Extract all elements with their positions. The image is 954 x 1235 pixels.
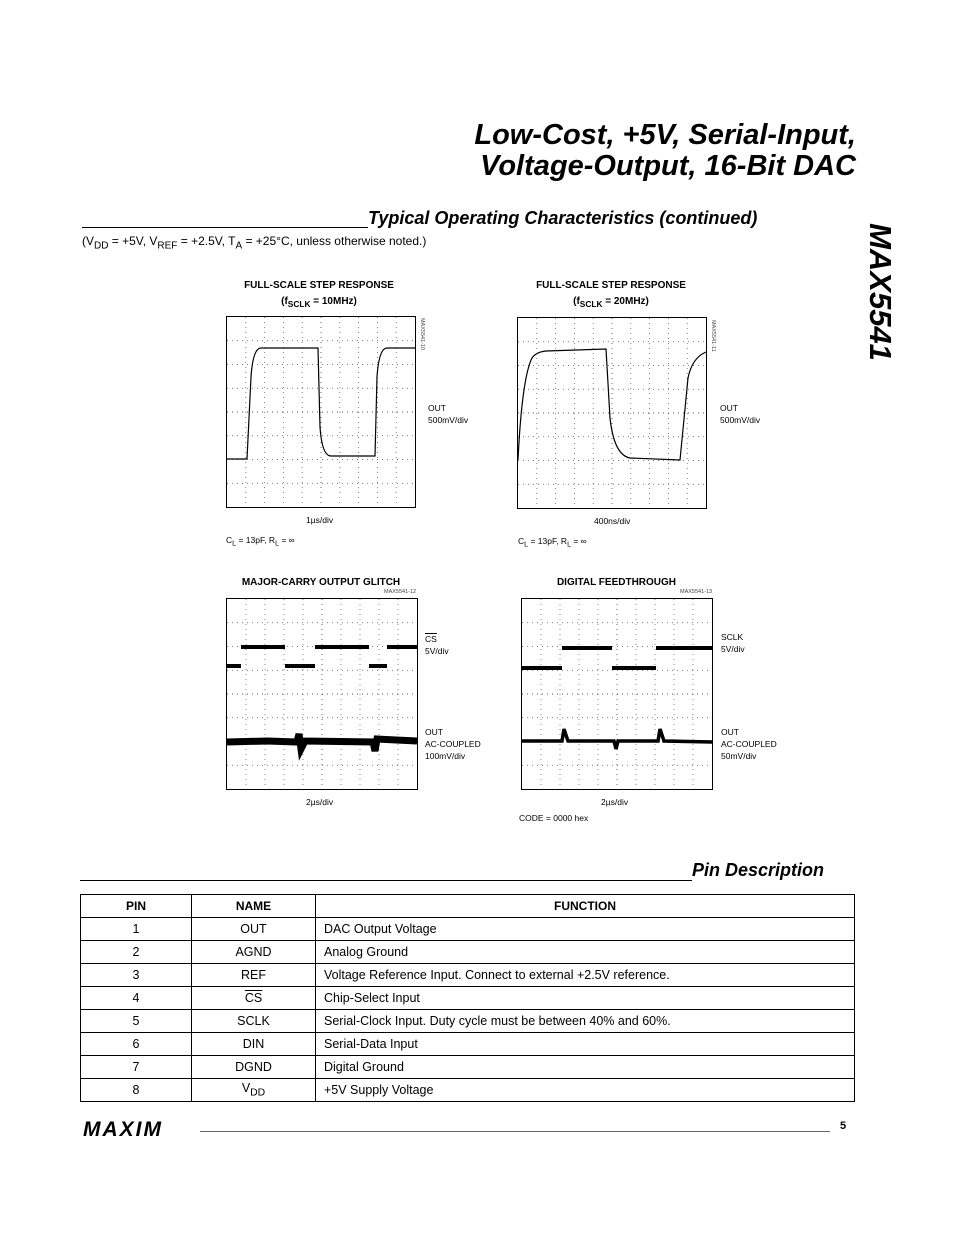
- graticule: [227, 599, 417, 789]
- pin-function: +5V Supply Voltage: [316, 1079, 855, 1102]
- footer-rule: [200, 1131, 830, 1132]
- pin-function: Serial-Clock Input. Duty cycle must be between 40% and 60%.: [316, 1010, 855, 1033]
- chart1-title: FULL-SCALE STEP RESPONSE $(f_{SCLK} = 10MHz)$: [244, 280, 394, 309]
- scope-2-plot: [518, 318, 706, 508]
- scope-3-plot: [227, 599, 417, 789]
- toc-heading: Typical Operating Characteristics (continued): [368, 208, 758, 228]
- graticule: [227, 317, 415, 507]
- pin-number: 7: [81, 1056, 192, 1079]
- pin-function: Digital Ground: [316, 1056, 855, 1079]
- test-conditions: ($V_{DD} = +5V$, $V_{REF} = +2.5V$, $T_A = +25^\circ C$, unless otherwise noted.): [82, 234, 427, 252]
- chart4-xlabel: 2µs/div: [601, 797, 629, 807]
- chart4-note: CODE = 0000 hex: [519, 813, 589, 823]
- maxim-logo: [83, 1118, 191, 1145]
- section-rule: [82, 227, 368, 228]
- table-row: [81, 1010, 855, 1033]
- out-trace: [227, 734, 417, 751]
- chart1-note: $C_L = 13pF$, $R_L$ = ∞: [226, 535, 295, 548]
- page-title: [330, 120, 856, 182]
- chart3-ch1-label: $\overline{CS}$ 5V/div: [425, 634, 449, 656]
- chart4-ch1-label: SCLK 5V/div: [721, 632, 745, 654]
- table-row: [81, 1056, 855, 1079]
- pin-name: $V_{DD}$: [192, 1079, 316, 1102]
- scope-1: [226, 316, 416, 508]
- scope-2: [517, 317, 707, 509]
- pin-number: 2: [81, 941, 192, 964]
- pin-number: 5: [81, 1010, 192, 1033]
- graticule: [522, 599, 712, 789]
- chart4-title: DIGITAL FEEDTHROUGH: [556, 577, 677, 588]
- chart3-title: MAJOR-CARRY OUTPUT GLITCH: [241, 577, 401, 588]
- page-number: 5: [840, 1120, 847, 1132]
- chart1-code: MAX5541-10: [419, 318, 425, 351]
- pin-function: Analog Ground: [316, 941, 855, 964]
- col-header-function: FUNCTION: [316, 895, 855, 918]
- chart4-code: MAX5541-13: [680, 589, 713, 595]
- pin-function: Voltage Reference Input. Connect to external +2.5V reference.: [316, 964, 855, 987]
- section-rule: [80, 880, 692, 881]
- scope-4: [521, 598, 713, 790]
- side-part-number: [858, 212, 902, 372]
- title-line-1: Low-Cost, +5V, Serial-Input,: [474, 119, 856, 151]
- chart2-xlabel: 400ns/div: [594, 516, 631, 526]
- pin-number: 6: [81, 1033, 192, 1056]
- table-row: [81, 987, 855, 1010]
- pin-number: 8: [81, 1079, 192, 1102]
- logo-text: MAXIM: [83, 1118, 163, 1140]
- pin-description-heading: Pin Description: [692, 860, 825, 880]
- scope-1-plot: [227, 317, 415, 507]
- table-row: [81, 1033, 855, 1056]
- table-row: [81, 918, 855, 941]
- chart1-trace-label: OUT 500mV/div: [428, 403, 469, 425]
- chart2-note: $C_L = 13pF$, $R_L$ = ∞: [518, 536, 587, 549]
- graticule: [518, 318, 706, 508]
- pin-name: AGND: [192, 941, 316, 964]
- chart1-xlabel: 1µs/div: [306, 515, 334, 525]
- chart3-ch2-label: OUT AC-COUPLED 100mV/div: [425, 727, 481, 761]
- pin-name: SCLK: [192, 1010, 316, 1033]
- pin-number: 3: [81, 964, 192, 987]
- pin-name: OUT: [192, 918, 316, 941]
- pin-function: Chip-Select Input: [316, 987, 855, 1010]
- table-row: [81, 964, 855, 987]
- chart3-xlabel: 2µs/div: [306, 797, 334, 807]
- table-row: [81, 1079, 855, 1102]
- scope-4-plot: [522, 599, 712, 789]
- table-row: [81, 941, 855, 964]
- chart2-code: MAX5541-11: [710, 320, 716, 352]
- pin-table: [80, 894, 855, 1102]
- pin-name: DIN: [192, 1033, 316, 1056]
- chart2-title: FULL-SCALE STEP RESPONSE $(f_{SCLK} = 20MHz)$: [536, 280, 686, 309]
- title-line-2: Voltage-Output, 16-Bit DAC: [480, 150, 856, 182]
- pin-number: 4: [81, 987, 192, 1010]
- pin-name: REF: [192, 964, 316, 987]
- scope-3: [226, 598, 418, 790]
- chart4-ch2-label: OUT AC-COUPLED 50mV/div: [721, 727, 777, 761]
- pin-function: DAC Output Voltage: [316, 918, 855, 941]
- pin-name: DGND: [192, 1056, 316, 1079]
- side-part-text: MAX5541: [863, 223, 898, 361]
- chart2-trace-label: OUT 500mV/div: [720, 403, 761, 425]
- col-header-pin: PIN: [81, 895, 192, 918]
- pin-name: $\overline{CS}$: [192, 987, 316, 1010]
- table-header-row: [81, 895, 855, 918]
- pin-number: 1: [81, 918, 192, 941]
- chart3-code: MAX5541-12: [384, 589, 417, 595]
- col-header-name: NAME: [192, 895, 316, 918]
- pin-function: Serial-Data Input: [316, 1033, 855, 1056]
